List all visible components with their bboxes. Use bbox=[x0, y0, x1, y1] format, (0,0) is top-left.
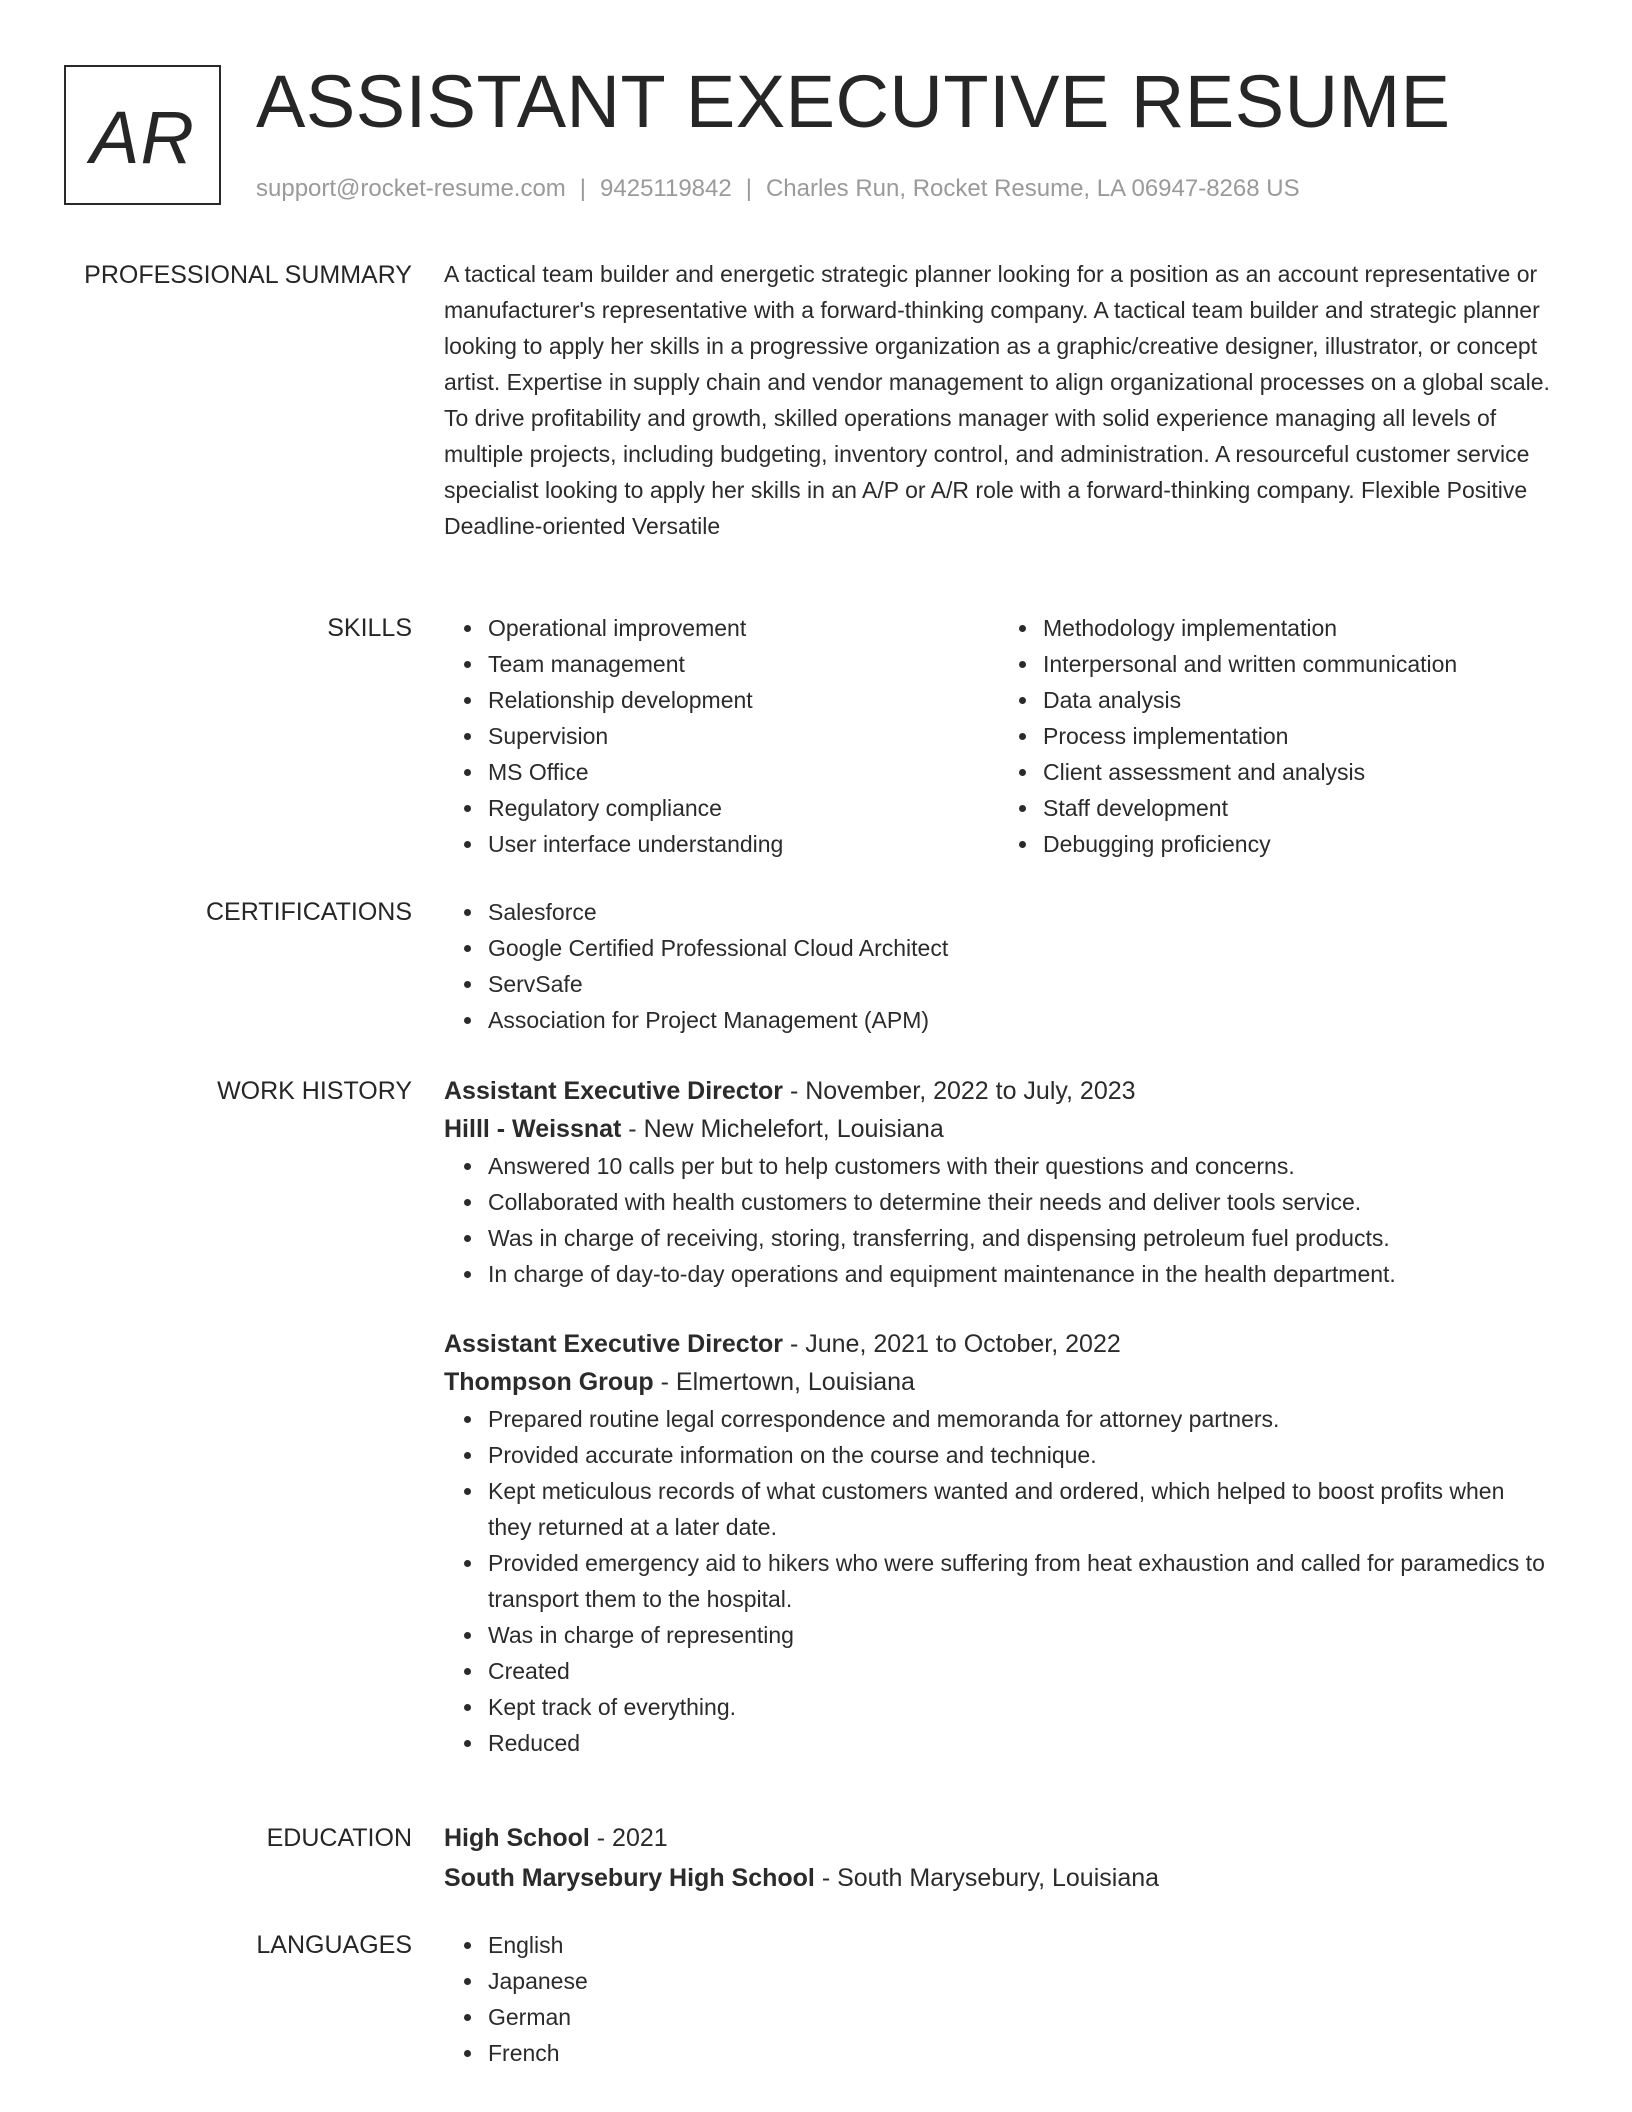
list-item: Client assessment and analysis bbox=[1043, 754, 1554, 790]
job-location: - Elmertown, Louisiana bbox=[653, 1368, 915, 1396]
languages-body bbox=[444, 1927, 1554, 2071]
work-body bbox=[444, 1072, 1554, 1781]
job-entry bbox=[444, 1072, 1554, 1292]
job-company-line bbox=[444, 1110, 1554, 1148]
job-company: Thompson Group bbox=[444, 1368, 654, 1396]
list-item: Kept track of everything. bbox=[488, 1689, 1554, 1725]
education-school-line bbox=[444, 1859, 1554, 1897]
section-label-work: WORK HISTORY bbox=[217, 1077, 412, 1105]
list-item: Prepared routine legal correspondence and memoranda for attorney partners. bbox=[488, 1401, 1554, 1437]
education-location: - South Marysebury, Louisiana bbox=[814, 1864, 1160, 1892]
list-item: Data analysis bbox=[1043, 682, 1554, 718]
list-item: Regulatory compliance bbox=[488, 790, 999, 826]
contact-address: Charles Run, Rocket Resume, LA 06947-8268 US bbox=[765, 175, 1300, 202]
summary-body bbox=[444, 256, 1554, 544]
list-item: Was in charge of representing bbox=[488, 1617, 1554, 1653]
education-body bbox=[444, 1819, 1554, 1897]
list-item: Kept meticulous records of what customers wanted and ordered, which helped to boost profits when they returned at a later date. bbox=[488, 1473, 1554, 1545]
job-title-line bbox=[444, 1072, 1554, 1110]
resume-title: ASSISTANT EXECUTIVE RESUME bbox=[256, 60, 1451, 143]
list-item: Staff development bbox=[1043, 790, 1554, 826]
section-label-education: EDUCATION bbox=[266, 1824, 412, 1852]
skills-body bbox=[444, 610, 1554, 862]
list-item: Created bbox=[488, 1653, 1554, 1689]
list-item: Association for Project Management (APM) bbox=[488, 1002, 1554, 1038]
list-item: Debugging proficiency bbox=[1043, 826, 1554, 862]
job-dates: - November, 2022 to July, 2023 bbox=[783, 1077, 1136, 1105]
list-item: User interface understanding bbox=[488, 826, 999, 862]
languages-list bbox=[444, 1927, 1554, 2071]
list-item: Relationship development bbox=[488, 682, 999, 718]
initials-monogram bbox=[64, 65, 221, 205]
contact-separator: | bbox=[745, 175, 752, 202]
list-item: Was in charge of receiving, storing, transferring, and dispensing petroleum fuel products. bbox=[488, 1220, 1554, 1256]
job-title: Assistant Executive Director bbox=[444, 1077, 784, 1105]
job-company-line bbox=[444, 1363, 1554, 1401]
section-label-skills: SKILLS bbox=[327, 614, 412, 642]
contact-line bbox=[256, 174, 1300, 204]
list-item: In charge of day-to-day operations and equipment maintenance in the health department. bbox=[488, 1256, 1554, 1292]
job-title: Assistant Executive Director bbox=[444, 1330, 784, 1358]
list-item: Provided accurate information on the course and technique. bbox=[488, 1437, 1554, 1473]
education-school: South Marysebury High School bbox=[444, 1864, 815, 1892]
list-item: English bbox=[488, 1927, 1554, 1963]
list-item: Methodology implementation bbox=[1043, 610, 1554, 646]
job-location: - New Michelefort, Louisiana bbox=[621, 1115, 944, 1143]
skills-columns bbox=[444, 610, 1554, 862]
list-item: Process implementation bbox=[1043, 718, 1554, 754]
contact-separator: | bbox=[579, 175, 587, 202]
skills-list-right bbox=[999, 610, 1554, 862]
certifications-list bbox=[444, 894, 1554, 1038]
list-item: Answered 10 calls per but to help customers with their questions and concerns. bbox=[488, 1148, 1554, 1184]
summary-text: A tactical team builder and energetic strategic planner looking for a position as an account representative or manufacturer's representative with a forward-thinking company. A tactical team builder and strategic planner looking to apply her skills in a progressive organization as a graphic/creative designer, illustrator, or concept artist. Expertise in supply chain and vendor management to align organizational processes on a global scale. To drive profitability and growth, skilled operations manager with solid experience managing all levels of multiple projects, including budgeting, inventory control, and administration. A resourceful customer service specialist looking to apply her skills in an A/P or A/R role with a forward-thinking company. Flexible Positive Deadline-oriented Versatile bbox=[444, 261, 1550, 539]
list-item: German bbox=[488, 1999, 1554, 2035]
resume-header bbox=[64, 60, 1564, 214]
education-year: - 2021 bbox=[589, 1824, 668, 1852]
list-item: Reduced bbox=[488, 1725, 1554, 1761]
list-item: French bbox=[488, 2035, 1554, 2071]
list-item: Provided emergency aid to hikers who were suffering from heat exhaustion and called for paramedics to transport them to the hospital. bbox=[488, 1545, 1554, 1617]
list-item: Salesforce bbox=[488, 894, 1554, 930]
section-label-languages: LANGUAGES bbox=[256, 1931, 412, 1959]
list-item: ServSafe bbox=[488, 966, 1554, 1002]
skills-list-left bbox=[444, 610, 999, 862]
education-degree-line bbox=[444, 1819, 1554, 1857]
list-item: Japanese bbox=[488, 1963, 1554, 1999]
contact-email: support@rocket-resume.com bbox=[256, 175, 566, 202]
list-item: Interpersonal and written communication bbox=[1043, 646, 1554, 682]
section-label-certifications: CERTIFICATIONS bbox=[205, 898, 412, 926]
job-dates: - June, 2021 to October, 2022 bbox=[783, 1330, 1121, 1358]
contact-phone: 9425119842 bbox=[600, 175, 732, 202]
job-company: Hilll - Weissnat bbox=[444, 1115, 622, 1143]
job-duties-list bbox=[444, 1401, 1554, 1761]
education-degree: High School bbox=[444, 1824, 590, 1852]
certifications-body bbox=[444, 894, 1554, 1038]
job-title-line bbox=[444, 1325, 1554, 1363]
list-item: Google Certified Professional Cloud Architect bbox=[488, 930, 1554, 966]
section-label-summary: PROFESSIONAL SUMMARY bbox=[84, 261, 412, 289]
initials-text: AR bbox=[90, 95, 195, 179]
list-item: Operational improvement bbox=[488, 610, 999, 646]
job-duties-list bbox=[444, 1148, 1554, 1292]
list-item: Team management bbox=[488, 646, 999, 682]
list-item: Collaborated with health customers to determine their needs and deliver tools service. bbox=[488, 1184, 1554, 1220]
list-item: Supervision bbox=[488, 718, 999, 754]
job-entry bbox=[444, 1325, 1554, 1761]
list-item: MS Office bbox=[488, 754, 999, 790]
